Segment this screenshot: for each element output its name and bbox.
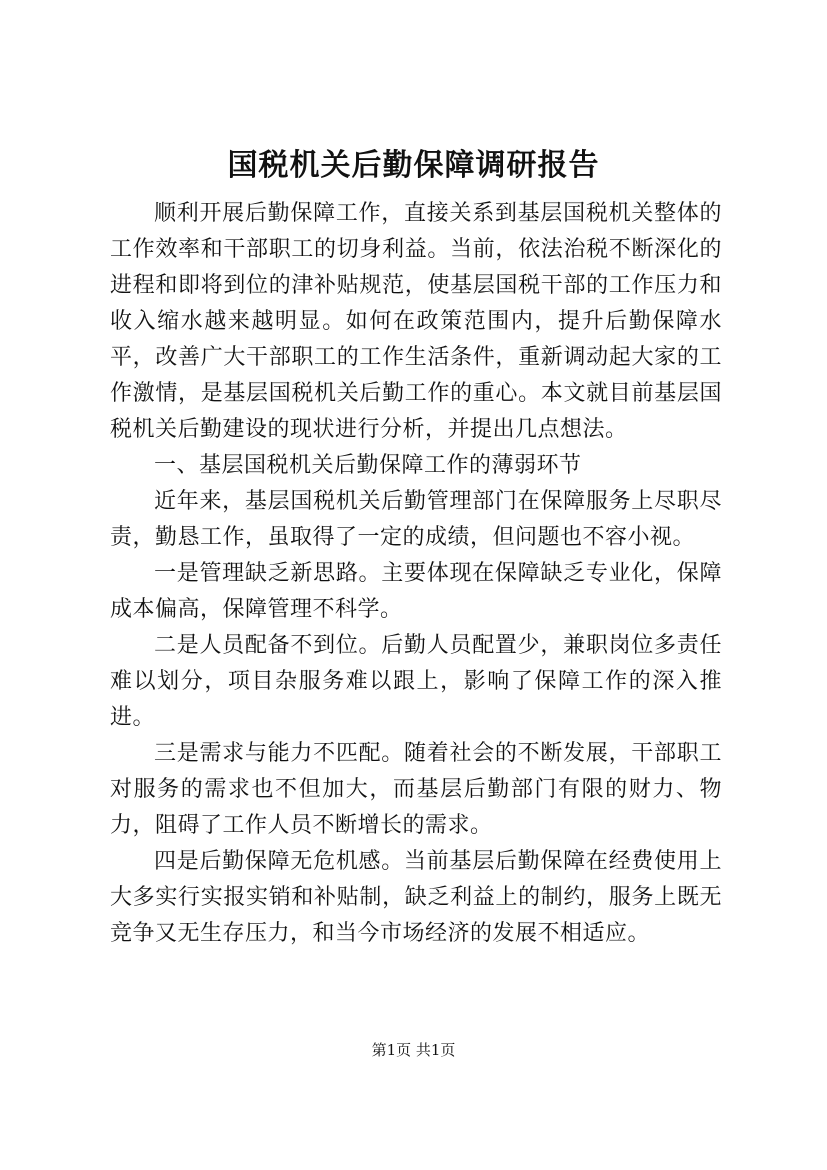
- paragraph-overview: 近年来，基层国税机关后勤管理部门在保障服务上尽职尽责，勤恳工作，虽取得了一定的成绩，但问题也不容小视。: [110, 489, 722, 550]
- paragraph-point-2: 二是人员配备不到位。后勤人员配置少，兼职岗位多责任难以划分，项目杂服务难以跟上，影响了保障工作的深入推进。: [110, 633, 722, 730]
- page-footer: 第1页 共1页: [371, 1041, 456, 1059]
- paragraph-point-1: 一是管理缺乏新思路。主要体现在保障缺乏专业化，保障成本偏高，保障管理不科学。: [110, 561, 722, 622]
- paragraph-intro: 顺利开展后勤保障工作，直接关系到基层国税机关整体的工作效率和干部职工的切身利益。当前，依法治税不断深化的进程和即将到位的津补贴规范，使基层国税干部的工作压力和收入缩水越来越明显。如何在政策范围内，提升后勤保障水平，改善广大干部职工的工作生活条件，重新调动起大家的工作激情，是基层国税机关后勤工作的重心。本文就目前基层国税机关后勤建设的现状进行分析，并提出几点想法。: [110, 201, 722, 442]
- section-heading-1: 一、基层国税机关后勤保障工作的薄弱环节: [154, 453, 582, 478]
- document-body: [110, 196, 722, 952]
- document-title: 国税机关后勤保障调研报告: [227, 148, 600, 183]
- paragraph-point-4: 四是后勤保障无危机感。当前基层后勤保障在经费使用上大多实行实报实销和补贴制，缺乏利益上的制约，服务上既无竞争又无生存压力，和当今市场经济的发展不相适应。: [110, 849, 722, 946]
- paragraph-point-3: 三是需求与能力不匹配。随着社会的不断发展，干部职工对服务的需求也不但加大，而基层后勤部门有限的财力、物力，阻碍了工作人员不断增长的需求。: [110, 741, 722, 838]
